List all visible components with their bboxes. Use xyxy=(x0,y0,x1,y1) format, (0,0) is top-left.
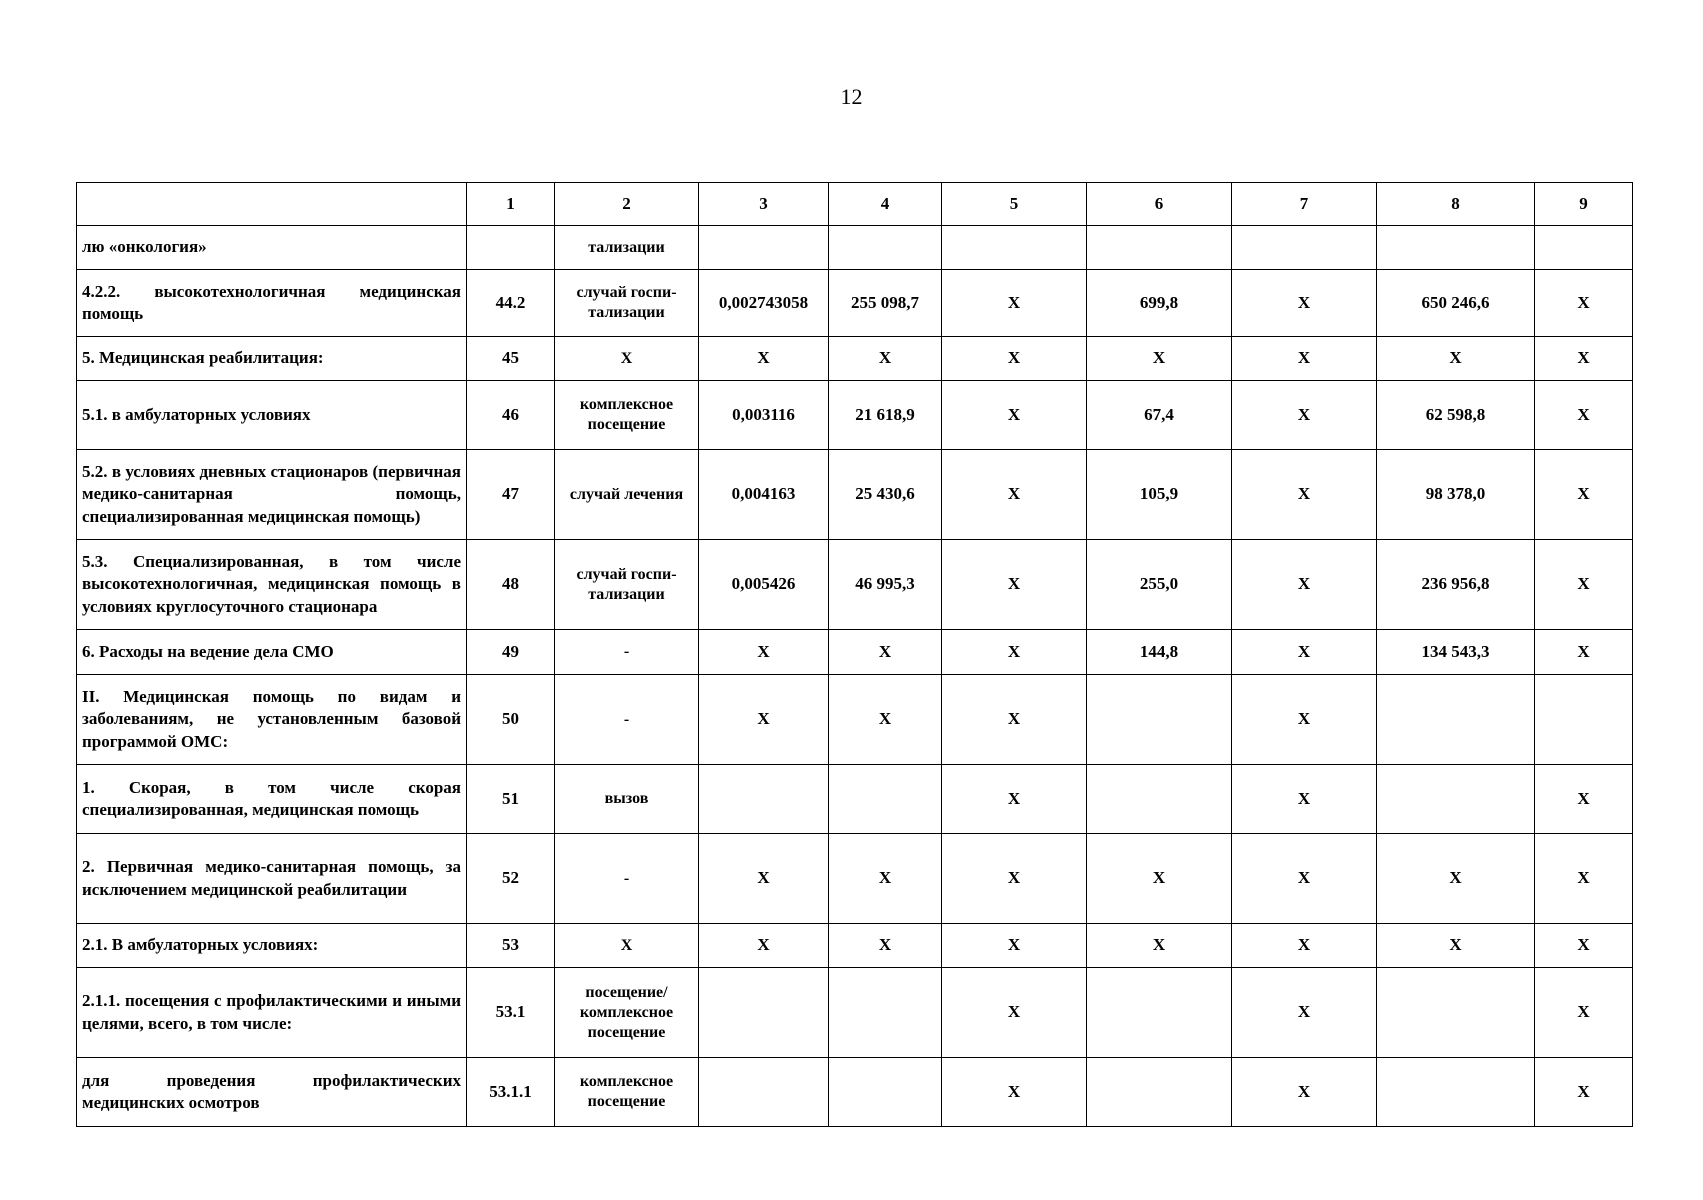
table-row xyxy=(77,540,1633,630)
table-cell: Х xyxy=(942,540,1087,630)
table-cell xyxy=(699,765,829,834)
table-cell: 51 xyxy=(467,765,555,834)
row-name-cell: 5.1. в амбулаторных условиях xyxy=(77,381,467,450)
unit-cell: случай госпи-тализации xyxy=(555,540,699,630)
table-cell: Х xyxy=(1535,270,1633,337)
table-cell: 21 618,9 xyxy=(829,381,942,450)
page-number: 12 xyxy=(840,84,863,109)
table-cell xyxy=(467,226,555,270)
table-cell: 53.1.1 xyxy=(467,1058,555,1127)
unit-cell: вызов xyxy=(555,765,699,834)
table-cell: 46 xyxy=(467,381,555,450)
table-cell: 47 xyxy=(467,450,555,540)
table-cell: 0,002743058 xyxy=(699,270,829,337)
table-cell xyxy=(1377,226,1535,270)
header-cell-1: 1 xyxy=(467,183,555,226)
unit-cell: комплексное посещение xyxy=(555,381,699,450)
table-cell: Х xyxy=(1232,765,1377,834)
table-cell: 650 246,6 xyxy=(1377,270,1535,337)
table-cell: Х xyxy=(829,630,942,675)
unit-cell: случай лечения xyxy=(555,450,699,540)
table-cell: 255,0 xyxy=(1087,540,1232,630)
table-cell: Х xyxy=(1535,630,1633,675)
table-cell xyxy=(1087,765,1232,834)
table-cell: 45 xyxy=(467,337,555,381)
table-cell xyxy=(1377,968,1535,1058)
table-cell: Х xyxy=(1232,630,1377,675)
table-cell: Х xyxy=(942,381,1087,450)
table-cell xyxy=(1377,675,1535,765)
table-cell xyxy=(942,226,1087,270)
header-row xyxy=(77,183,1633,226)
table-cell: 48 xyxy=(467,540,555,630)
table-cell: Х xyxy=(699,924,829,968)
table-cell: Х xyxy=(1087,924,1232,968)
table-cell: 0,004163 xyxy=(699,450,829,540)
table-cell: Х xyxy=(1232,675,1377,765)
table-cell: 50 xyxy=(467,675,555,765)
unit-cell: - xyxy=(555,630,699,675)
table-cell xyxy=(1087,968,1232,1058)
header-cell-6: 6 xyxy=(1087,183,1232,226)
table-cell: Х xyxy=(1232,450,1377,540)
header-cell-0 xyxy=(77,183,467,226)
table-cell: 52 xyxy=(467,834,555,924)
header-cell-4: 4 xyxy=(829,183,942,226)
header-cell-2: 2 xyxy=(555,183,699,226)
table-row xyxy=(77,675,1633,765)
table-cell: Х xyxy=(1377,834,1535,924)
table-row xyxy=(77,1058,1633,1127)
unit-cell: - xyxy=(555,834,699,924)
table-row xyxy=(77,381,1633,450)
header-cell-5: 5 xyxy=(942,183,1087,226)
table-cell: 53 xyxy=(467,924,555,968)
table-cell: 44.2 xyxy=(467,270,555,337)
unit-cell: тализации xyxy=(555,226,699,270)
row-name-cell: 2.1.1. посещения с профилактическими и иными целями, всего, в том числе: xyxy=(77,968,467,1058)
table-row xyxy=(77,226,1633,270)
table-row xyxy=(77,765,1633,834)
table-cell: Х xyxy=(1232,924,1377,968)
table-cell: 0,003116 xyxy=(699,381,829,450)
table-cell: 62 598,8 xyxy=(1377,381,1535,450)
table-cell: Х xyxy=(942,834,1087,924)
table-cell xyxy=(1087,226,1232,270)
table-cell xyxy=(829,968,942,1058)
table-cell: Х xyxy=(1232,381,1377,450)
table-cell xyxy=(829,226,942,270)
table-cell xyxy=(1535,226,1633,270)
unit-cell: Х xyxy=(555,337,699,381)
table-cell: 134 543,3 xyxy=(1377,630,1535,675)
table-cell: Х xyxy=(1232,270,1377,337)
table-cell: Х xyxy=(942,765,1087,834)
row-name-cell: II. Медицинская помощь по видам и заболеваниям, не установленным базовой программой ОМС: xyxy=(77,675,467,765)
table-row xyxy=(77,630,1633,675)
table-cell xyxy=(1087,675,1232,765)
table-cell: Х xyxy=(1535,450,1633,540)
row-name-cell: 5.2. в условиях дневных стационаров (первичная медико-санитарная помощь, специализированная медицинская помощь) xyxy=(77,450,467,540)
table-cell: Х xyxy=(942,630,1087,675)
table-cell: Х xyxy=(1377,337,1535,381)
header-cell-3: 3 xyxy=(699,183,829,226)
table-cell: Х xyxy=(942,337,1087,381)
table-cell: Х xyxy=(829,675,942,765)
data-table xyxy=(76,182,1633,1127)
table-cell xyxy=(699,1058,829,1127)
table-cell: 236 956,8 xyxy=(1377,540,1535,630)
table-cell: Х xyxy=(1535,540,1633,630)
table-cell: Х xyxy=(1087,834,1232,924)
table-cell xyxy=(699,968,829,1058)
row-name-cell: 5.3. Специализированная, в том числе высокотехнологичная, медицинская помощь в условиях круглосуточного стационара xyxy=(77,540,467,630)
table-cell: 53.1 xyxy=(467,968,555,1058)
table-cell xyxy=(1087,1058,1232,1127)
table-cell: Х xyxy=(942,968,1087,1058)
table-cell: Х xyxy=(1377,924,1535,968)
table-row xyxy=(77,834,1633,924)
row-name-cell: для проведения профилактических медицинских осмотров xyxy=(77,1058,467,1127)
table-cell: Х xyxy=(829,924,942,968)
table-cell: Х xyxy=(1535,337,1633,381)
table-cell xyxy=(829,765,942,834)
table-cell: 144,8 xyxy=(1087,630,1232,675)
table-cell: 49 xyxy=(467,630,555,675)
table-cell: Х xyxy=(1535,381,1633,450)
table-cell: 98 378,0 xyxy=(1377,450,1535,540)
row-name-cell: 2. Первичная медико-санитарная помощь, за исключением медицинской реабилитации xyxy=(77,834,467,924)
table-cell: Х xyxy=(1232,1058,1377,1127)
table-cell: Х xyxy=(1232,337,1377,381)
table-cell: Х xyxy=(829,337,942,381)
table-cell xyxy=(699,226,829,270)
row-name-cell: 1. Скорая, в том числе скорая специализированная, медицинская помощь xyxy=(77,765,467,834)
table-row xyxy=(77,924,1633,968)
table-row xyxy=(77,337,1633,381)
table-cell: Х xyxy=(1232,968,1377,1058)
table-row xyxy=(77,270,1633,337)
table-cell: Х xyxy=(1232,834,1377,924)
table-cell: Х xyxy=(829,834,942,924)
table-cell: Х xyxy=(942,924,1087,968)
unit-cell: случай госпи-тализации xyxy=(555,270,699,337)
table-cell: Х xyxy=(942,270,1087,337)
table-cell xyxy=(1535,675,1633,765)
table-cell: Х xyxy=(942,1058,1087,1127)
table-cell: Х xyxy=(1087,337,1232,381)
table-cell xyxy=(829,1058,942,1127)
table-cell: Х xyxy=(699,834,829,924)
table-cell: 0,005426 xyxy=(699,540,829,630)
header-cell-7: 7 xyxy=(1232,183,1377,226)
row-name-cell: 6. Расходы на ведение дела СМО xyxy=(77,630,467,675)
header-cell-8: 8 xyxy=(1377,183,1535,226)
table-cell: Х xyxy=(699,630,829,675)
table-cell: 105,9 xyxy=(1087,450,1232,540)
table-cell: Х xyxy=(1535,968,1633,1058)
table-cell: Х xyxy=(1232,540,1377,630)
table-cell: Х xyxy=(699,675,829,765)
unit-cell: комплексное посещение xyxy=(555,1058,699,1127)
unit-cell: посещение/ комплексное посещение xyxy=(555,968,699,1058)
row-name-cell: 4.2.2. высокотехнологичная медицинская помощь xyxy=(77,270,467,337)
row-name-cell: 2.1. В амбулаторных условиях: xyxy=(77,924,467,968)
table-cell: 67,4 xyxy=(1087,381,1232,450)
table-cell: 25 430,6 xyxy=(829,450,942,540)
table-cell: Х xyxy=(942,675,1087,765)
table-row xyxy=(77,450,1633,540)
table-cell: Х xyxy=(1535,1058,1633,1127)
table-cell xyxy=(1377,765,1535,834)
table-cell: Х xyxy=(1535,834,1633,924)
table-cell: Х xyxy=(942,450,1087,540)
header-cell-9: 9 xyxy=(1535,183,1633,226)
table-row xyxy=(77,968,1633,1058)
table-cell: 255 098,7 xyxy=(829,270,942,337)
table-cell: 699,8 xyxy=(1087,270,1232,337)
unit-cell: - xyxy=(555,675,699,765)
row-name-cell: лю «онкология» xyxy=(77,226,467,270)
table-cell: 46 995,3 xyxy=(829,540,942,630)
table-cell: Х xyxy=(1535,765,1633,834)
table-cell: Х xyxy=(1535,924,1633,968)
table-cell xyxy=(1377,1058,1535,1127)
table-cell xyxy=(1232,226,1377,270)
row-name-cell: 5. Медицинская реабилитация: xyxy=(77,337,467,381)
table-cell: Х xyxy=(699,337,829,381)
unit-cell: Х xyxy=(555,924,699,968)
